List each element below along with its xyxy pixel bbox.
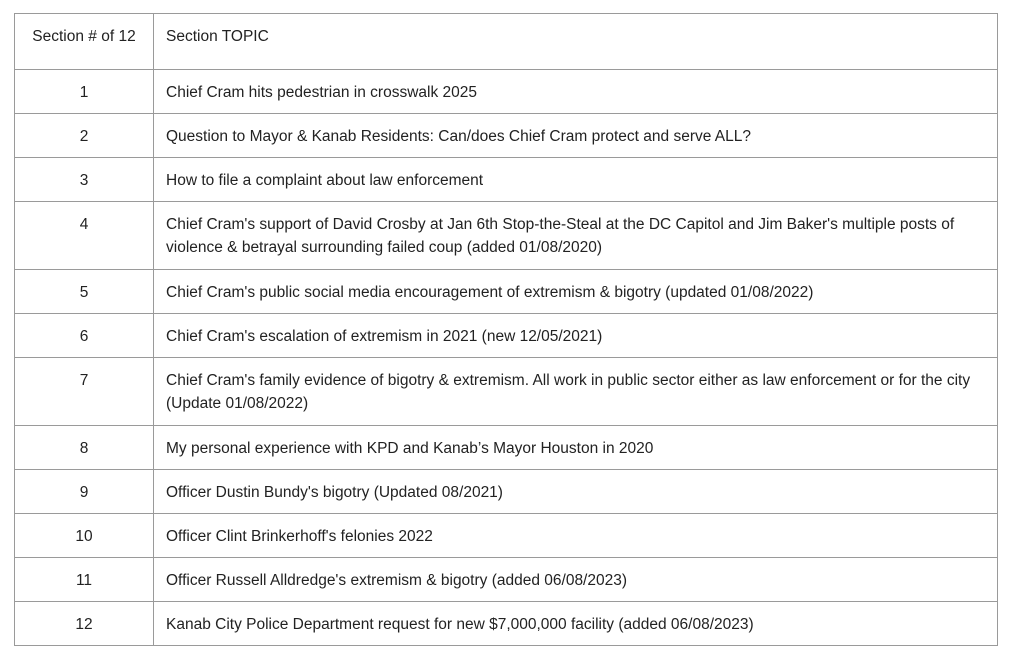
section-topic: Officer Russell Alldredge's extremism & bigotry (added 06/08/2023) — [154, 558, 998, 602]
section-number: 6 — [15, 314, 154, 358]
sections-table — [14, 13, 998, 646]
section-number: 7 — [15, 358, 154, 426]
section-topic: How to file a complaint about law enforcement — [154, 158, 998, 202]
section-topic: Chief Cram hits pedestrian in crosswalk 2025 — [154, 70, 998, 114]
section-number: 8 — [15, 426, 154, 470]
table-row — [15, 358, 998, 426]
table-row — [15, 470, 998, 514]
table-row — [15, 70, 998, 114]
section-topic: Question to Mayor & Kanab Residents: Can/does Chief Cram protect and serve ALL? — [154, 114, 998, 158]
sections-table-container — [14, 13, 997, 646]
section-topic: Chief Cram's escalation of extremism in 2021 (new 12/05/2021) — [154, 314, 998, 358]
section-number: 4 — [15, 202, 154, 270]
table-row — [15, 202, 998, 270]
table-row — [15, 602, 998, 646]
section-number: 11 — [15, 558, 154, 602]
table-row — [15, 558, 998, 602]
section-topic: My personal experience with KPD and Kanab’s Mayor Houston in 2020 — [154, 426, 998, 470]
section-topic: Kanab City Police Department request for new $7,000,000 facility (added 06/08/2023) — [154, 602, 998, 646]
header-section-number: Section # of 12 — [15, 14, 154, 70]
table-header-row — [15, 14, 998, 70]
section-number: 5 — [15, 270, 154, 314]
section-topic: Chief Cram's public social media encouragement of extremism & bigotry (updated 01/08/2022) — [154, 270, 998, 314]
table-row — [15, 314, 998, 358]
section-number: 2 — [15, 114, 154, 158]
section-topic: Chief Cram's support of David Crosby at Jan 6th Stop-the-Steal at the DC Capitol and Jim Baker's multiple posts of violence & betrayal surrounding failed coup (added 01/08/2020) — [154, 202, 998, 270]
table-row — [15, 158, 998, 202]
table-row — [15, 426, 998, 470]
section-number: 10 — [15, 514, 154, 558]
section-topic: Officer Clint Brinkerhoff's felonies 2022 — [154, 514, 998, 558]
section-topic: Chief Cram's family evidence of bigotry & extremism. All work in public sector either as law enforcement or for the city (Update 01/08/2022) — [154, 358, 998, 426]
section-number: 12 — [15, 602, 154, 646]
header-section-topic: Section TOPIC — [154, 14, 998, 70]
section-number: 9 — [15, 470, 154, 514]
table-row — [15, 114, 998, 158]
section-topic: Officer Dustin Bundy's bigotry (Updated 08/2021) — [154, 470, 998, 514]
section-number: 3 — [15, 158, 154, 202]
table-row — [15, 514, 998, 558]
section-number: 1 — [15, 70, 154, 114]
table-row — [15, 270, 998, 314]
